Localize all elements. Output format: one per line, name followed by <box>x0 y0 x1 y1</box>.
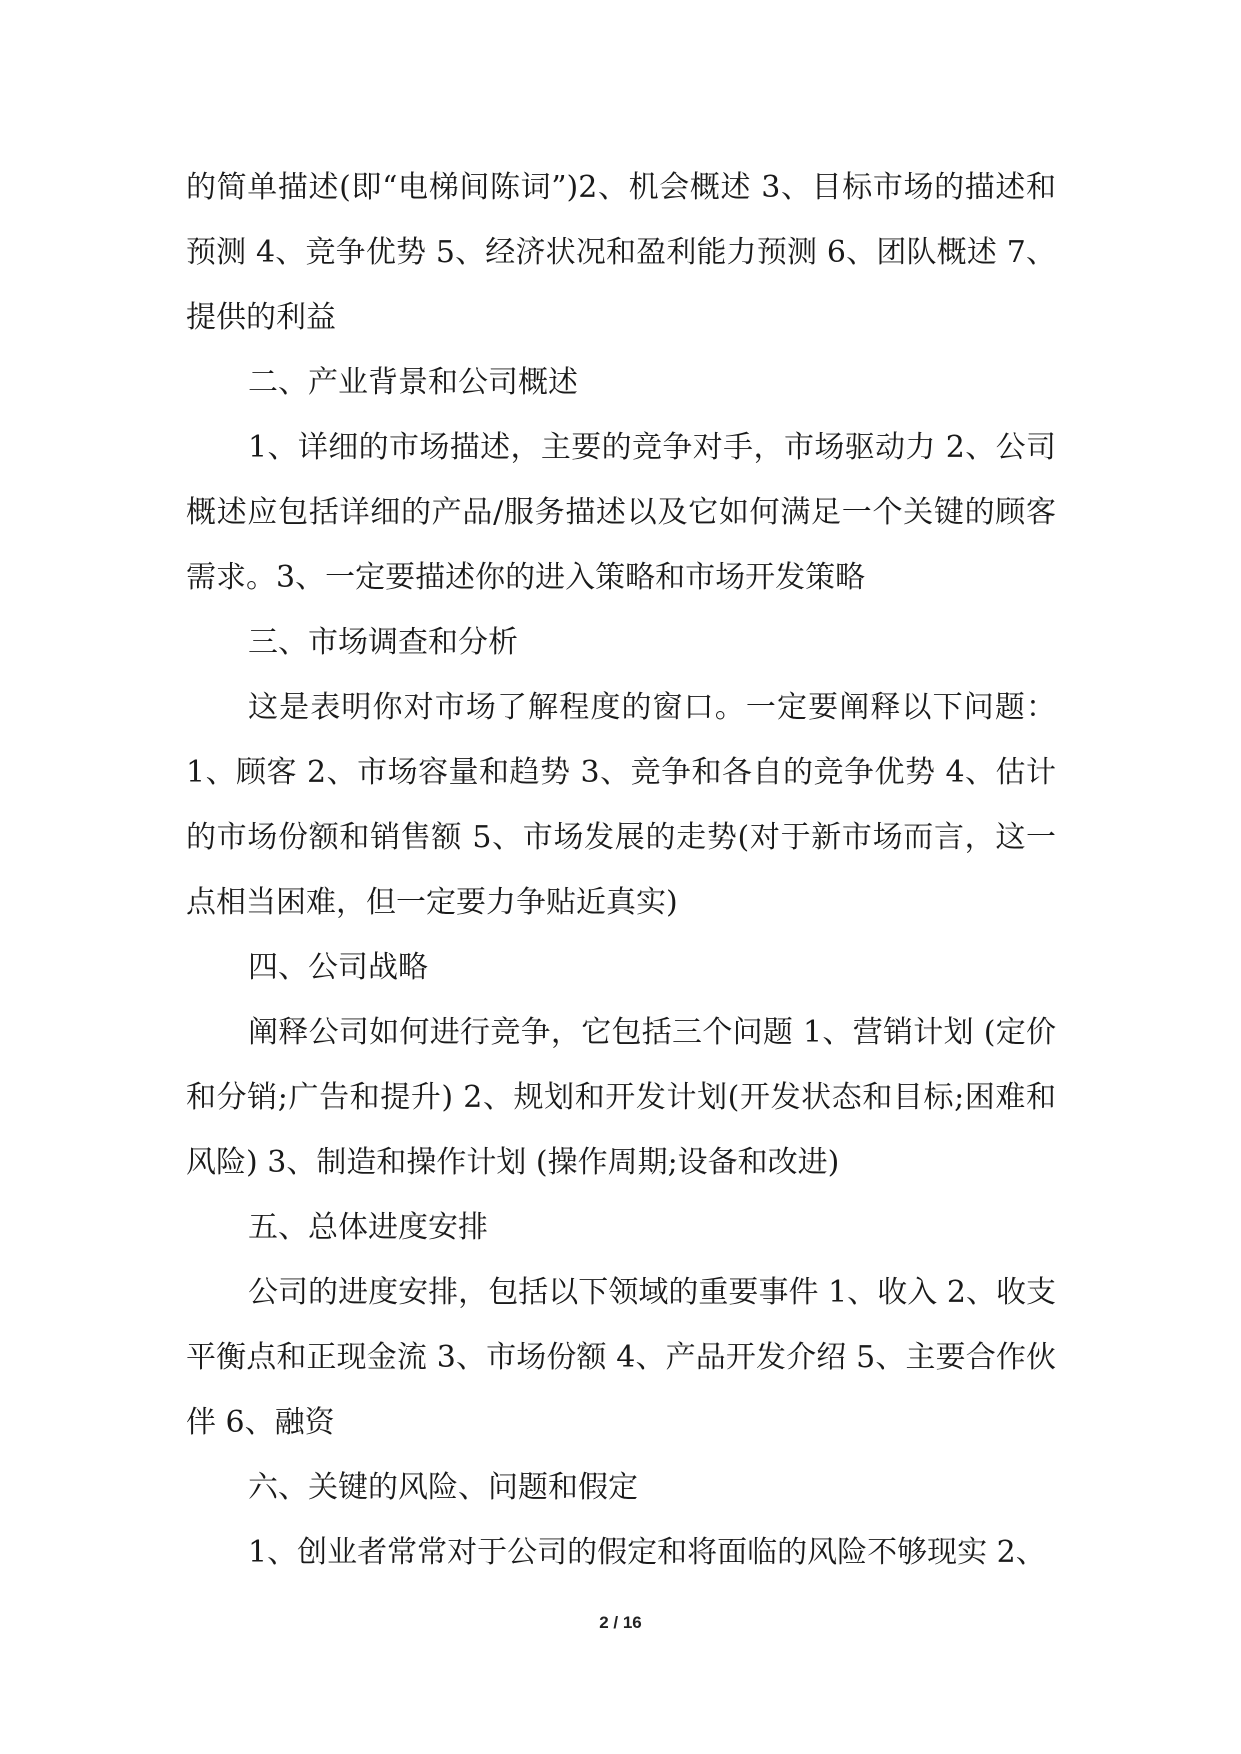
section-heading-key-risks: 六、关键的风险、问题和假定 <box>248 1470 638 1505</box>
page-number: 2 / 16 <box>599 1613 642 1632</box>
paragraph-key-risks: 1、创业者常常对于公司的假定和将面临的风险不够现实 2、 <box>248 1535 1046 1570</box>
paragraph-market-research: 这是表明你对市场了解程度的窗口。一定要阐释以下问题：1、顾客 2、市场容量和趋势 3、竞争和各自的竞争优势 4、估计的市场份额和销售额 5、市场发展的走势(对于新市场而言，这一点相当困难，但一定要力争贴近真实) <box>186 690 1056 920</box>
section-heading-market-research: 三、市场调查和分析 <box>248 625 518 660</box>
paragraph-overall-schedule: 公司的进度安排，包括以下领域的重要事件 1、收入 2、收支平衡点和正现金流 3、市场份额 4、产品开发介绍 5、主要合作伙伴 6、融资 <box>186 1275 1056 1440</box>
section-heading-overall-schedule: 五、总体进度安排 <box>248 1210 488 1245</box>
section-heading-industry-background: 二、产业背景和公司概述 <box>248 365 578 400</box>
paragraph-summary-continued: 的简单描述(即“电梯间陈词”)2、机会概述 3、目标市场的描述和预测 4、竞争优势 5、经济状况和盈利能力预测 6、团队概述 7、提供的利益 <box>186 170 1056 335</box>
paragraph-company-strategy: 阐释公司如何进行竞争，它包括三个问题 1、营销计划 (定价和分销;广告和提升) 2、规划和开发计划(开发状态和目标;困难和风险) 3、制造和操作计划 (操作周期;设备和改进) <box>186 1015 1056 1180</box>
section-heading-company-strategy: 四、公司战略 <box>248 950 428 985</box>
paragraph-industry-background: 1、详细的市场描述，主要的竞争对手，市场驱动力 2、公司概述应包括详细的产品/服务描述以及它如何满足一个关键的顾客需求。3、一定要描述你的进入策略和市场开发策略 <box>186 430 1056 595</box>
document-body <box>186 155 1056 1585</box>
